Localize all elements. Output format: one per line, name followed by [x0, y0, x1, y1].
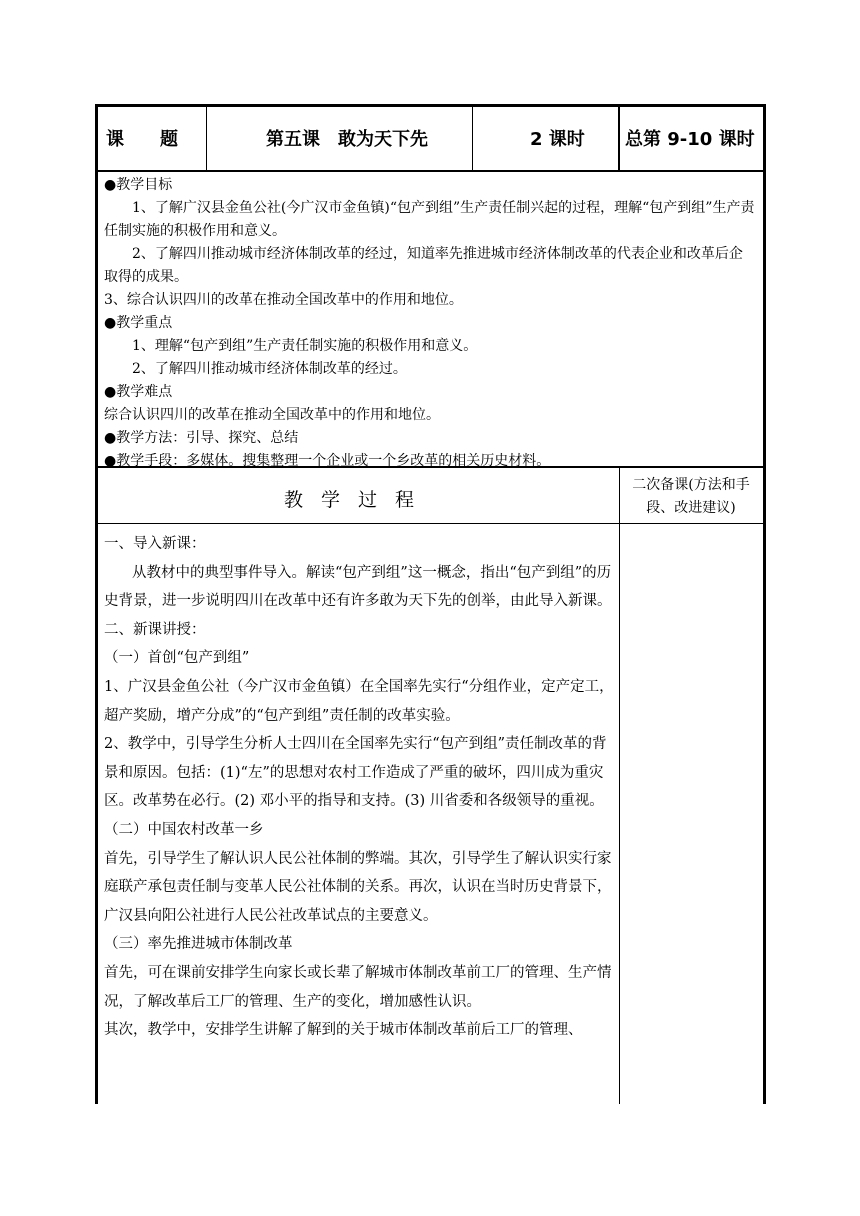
goal-item: 2、了解四川推动城市经济体制改革的经过，知道率先推进城市经济体制改革的代表企业和改革后企取得的成果。 [104, 246, 743, 285]
subject-label: 课 题 [106, 129, 178, 150]
header-col-divider-2 [472, 104, 473, 171]
subsection-heading: （一）首创“包产到组” [104, 650, 250, 667]
total-hours: 总第 9-10 课时 [625, 129, 755, 150]
section-heading: 一、导入新课： [104, 536, 206, 552]
lesson-title: 第五课 敢为天下先 [266, 129, 428, 150]
teaching-means: ●教学手段：多媒体。搜集整理一个企业或一个乡改革的相关历史材料。 [104, 453, 551, 469]
teaching-method: ●教学方法：引导、探究、总结 [104, 430, 299, 446]
key-point-item: 2、了解四川推动城市经济体制改革的经过。 [132, 361, 407, 377]
process-body [104, 530, 614, 1045]
process-col-divider [619, 466, 620, 1104]
lesson-hours: 2 课时 [530, 129, 585, 150]
goal-item: 1、了解广汉县金鱼公社(今广汉市金鱼镇)“包产到组”生产责任制兴起的过程，理解“包产到组”生产责任制实施的积极作用和意义。 [104, 200, 755, 239]
paragraph: 从教材中的典型事件导入。解读“包产到组”这一概念，指出“包产到组”的历史背景，进一步说明四川在改革中还有许多敢为天下先的创举，由此导入新课。 [104, 564, 612, 610]
paragraph: 1、广汉县金鱼公社（今广汉市金鱼镇）在全国率先实行“分组作业，定产定工，超产奖励，增产分成”的“包产到组”责任制的改革实验。 [104, 678, 614, 724]
section-heading: 二、新课讲授： [104, 621, 206, 638]
goal-heading: ●教学目标 [104, 177, 173, 193]
key-points-heading: ●教学重点 [104, 315, 173, 331]
subsection-heading: （三）率先推进城市体制改革 [104, 936, 293, 953]
difficult-point-item: 综合认识四川的改革在推动全国改革中的作用和地位。 [104, 407, 440, 423]
header-divider [95, 170, 766, 172]
paragraph: 其次，教学中，安排学生讲解了解到的关于城市体制改革前后工厂的管理、 [104, 1022, 583, 1039]
header-col-divider-3 [618, 104, 620, 171]
goal-item: 3、综合认识四川的改革在推动全国改革中的作用和地位。 [104, 292, 463, 308]
header-col-divider-1 [206, 104, 207, 171]
key-point-item: 1、理解“包产到组”生产责任制实施的积极作用和意义。 [132, 338, 478, 354]
second-preparation-title: 二次备课(方法和手段、改进建议) [632, 477, 750, 516]
table-left-border [95, 104, 98, 1104]
subsection-heading: （二）中国农村改革一乡 [104, 821, 264, 838]
objectives-section [104, 174, 756, 473]
difficult-points-heading: ●教学难点 [104, 384, 173, 400]
table-right-border [763, 104, 766, 1104]
paragraph: 首先，引导学生了解认识人民公社体制的弊端。其次，引导学生了解认识实行家庭联产承包责任制与变革人民公社体制的关系。再次，认识在当时历史背景下，广汉县向阳公社进行人民公社改革试点的主要意义。 [104, 850, 612, 924]
process-header-divider [95, 523, 766, 524]
paragraph: 2、教学中，引导学生分析人士四川在全国率先实行“包产到组”责任制改革的背景和原因。包括：(1)“左”的思想对农村工作造成了严重的破坏，四川成为重灾区。改革势在必行。(2) 邓小平的指导和支持。(3) 川省委和各级领导的重视。 [104, 736, 607, 810]
paragraph: 首先，可在课前安排学生向家长或长辈了解城市体制改革前工厂的管理、生产情况，了解改革后工厂的管理、生产的变化，增加感性认识。 [104, 964, 612, 1010]
process-title: 教学过程 [283, 488, 432, 511]
